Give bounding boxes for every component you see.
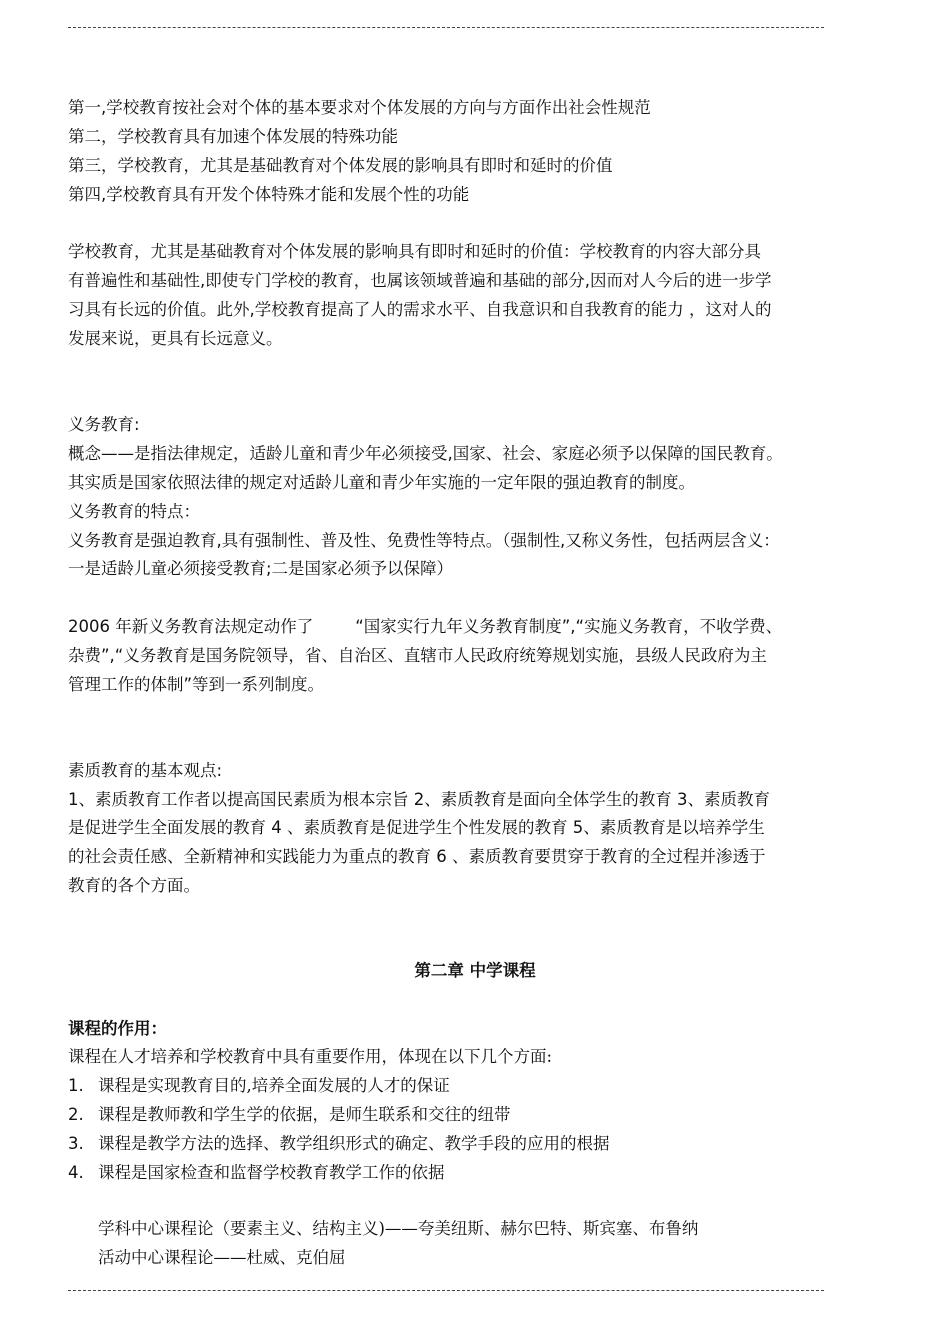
list-number: 2. — [68, 1105, 84, 1124]
theory-line: 学科中心课程论（要素主义、结构主义)——夸美纽斯、赫尔巴特、斯宾塞、布鲁纳 — [98, 1219, 699, 1238]
text-line: 一是适龄儿童必须接受教育;二是国家必须予以保障） — [68, 559, 454, 578]
bottom-divider — [68, 1290, 824, 1291]
text-line: 发展来说，更具有长远意义。 — [68, 329, 283, 348]
text-line: 义务教育的特点： — [68, 502, 200, 521]
text-line: 1、素质教育工作者以提高国民素质为根本宗旨 2、素质教育是面向全体学生的教育 3、素质教育 — [68, 790, 770, 809]
list-text: 课程是教学方法的选择、教学组织形式的确定、教学手段的应用的根据 — [98, 1134, 610, 1153]
text-line: 概念——是指法律规定，适龄儿童和青少年必须接受,国家、社会、家庭必须予以保障的国民教育。 — [68, 444, 783, 463]
top-divider — [68, 27, 824, 28]
text-line: 2006 年新义务教育法规定动作了 “国家实行九年义务教育制度”,“实施义务教育，不收学费、 — [68, 617, 783, 636]
text-line: 的社会责任感、全新精神和实践能力为重点的教育 6 、素质教育要贯穿于教育的全过程并渗透于 — [68, 847, 766, 866]
text-line: 其实质是国家依照法律的规定对适龄儿童和青少年实施的一定年限的强迫教育的制度。 — [68, 473, 695, 492]
text-line: 杂费”,“义务教育是国务院领导，省、自治区、直辖市人民政府统筹规划实施，县级人民政府为主 — [68, 646, 767, 665]
text-line: 第一,学校教育按社会对个体的基本要求对个体发展的方向与方面作出社会性规范 — [68, 98, 651, 117]
list-number: 3. — [68, 1134, 84, 1153]
section-heading: 课程的作用： — [68, 1019, 167, 1038]
text-line: 有普遍性和基础性,即使专门学校的教育，也属该领域普遍和基础的部分,因而对人今后的进一步学 — [68, 271, 772, 290]
list-number: 1. — [68, 1076, 84, 1095]
text-line: 管理工作的体制”等到一系列制度。 — [68, 675, 325, 694]
text-line: 素质教育的基本观点: — [68, 761, 223, 780]
text-line: 义务教育是强迫教育,具有强制性、普及性、免费性等特点。（强制性,又称义务性，包括两层含义： — [68, 531, 780, 550]
text-line: 第四,学校教育具有开发个体特殊才能和发展个性的功能 — [68, 185, 470, 204]
text-line: 第二，学校教育具有加速个体发展的特殊功能 — [68, 127, 398, 146]
text-line: 是促进学生全面发展的教育 4 、素质教育是促进学生个性发展的教育 5、素质教育是以培养学生 — [68, 818, 765, 837]
text-line: 学校教育，尤其是基础教育对个体发展的影响具有即时和延时的价值：学校教育的内容大部分具 — [68, 242, 761, 261]
text-line: 教育的各个方面。 — [68, 876, 200, 895]
text-line: 第三，学校教育，尤其是基础教育对个体发展的影响具有即时和延时的价值 — [68, 156, 613, 175]
list-number: 4. — [68, 1163, 84, 1182]
theory-line: 活动中心课程论——杜威、克伯屈 — [98, 1248, 346, 1267]
list-text: 课程是实现教育目的,培养全面发展的人才的保证 — [98, 1076, 450, 1095]
intro-line: 课程在人才培养和学校教育中具有重要作用，体现在以下几个方面: — [68, 1047, 553, 1066]
text-line: 习具有长远的价值。此外,学校教育提高了人的需求水平、自我意识和自我教育的能力 ，这对人的 — [68, 300, 772, 319]
list-text: 课程是国家检查和监督学校教育教学工作的依据 — [98, 1163, 445, 1182]
list-text: 课程是教师教和学生学的依据，是师生联系和交往的纽带 — [98, 1105, 511, 1124]
chapter-title: 第二章 中学课程 — [414, 961, 536, 980]
text-line: 义务教育: — [68, 415, 140, 434]
